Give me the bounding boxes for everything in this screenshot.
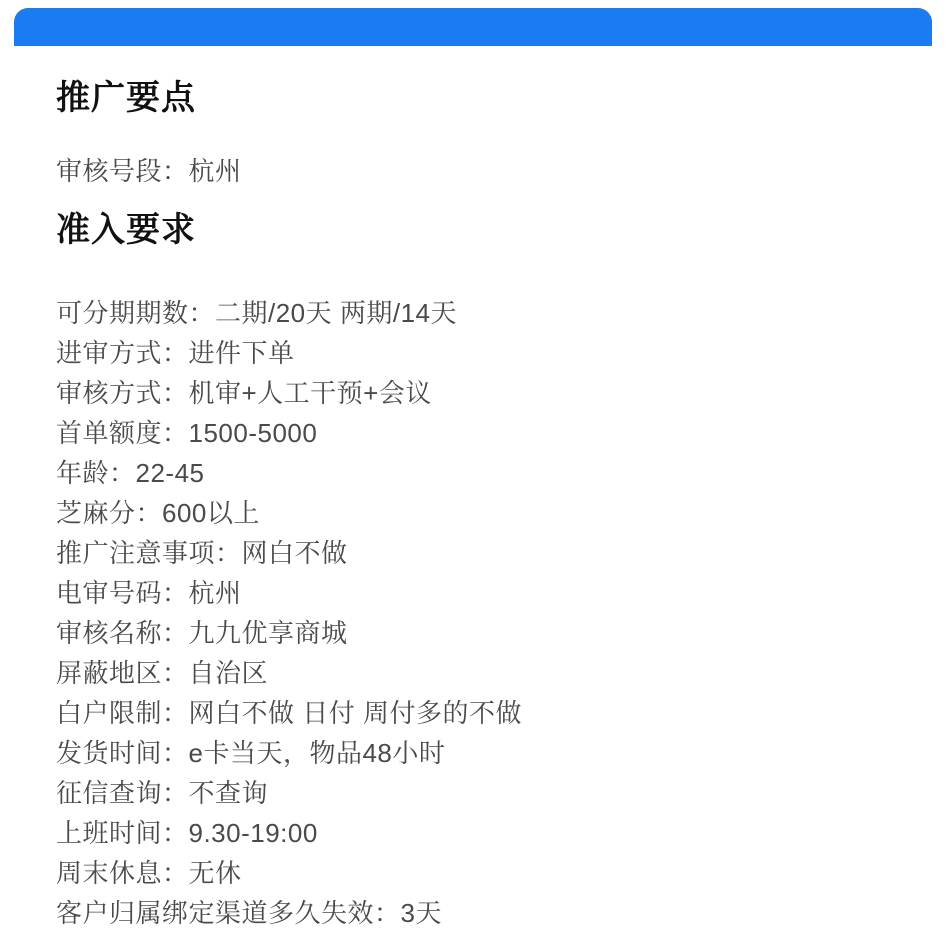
- list-item: 周末休息：无休: [56, 858, 242, 888]
- list-item: 电审号码：杭州: [56, 578, 242, 608]
- list-item: 上班时间：9.30-19:00: [56, 818, 318, 848]
- list-item: 进审方式：进件下单: [56, 338, 295, 368]
- promotion-section-title: 推广要点: [56, 79, 196, 117]
- list-item: 发货时间：e卡当天，物品48小时: [56, 738, 446, 768]
- list-item: 白户限制：网白不做 日付 周付多的不做: [56, 698, 522, 728]
- list-item: 审核名称：九九优享商城: [56, 618, 348, 648]
- list-item: 可分期期数：二期/20天 两期/14天: [56, 298, 458, 328]
- list-item: 年龄：22-45: [56, 458, 205, 488]
- entry-requirements-list: [56, 293, 890, 933]
- list-item: 屏蔽地区：自治区: [56, 658, 269, 688]
- list-item: 首单额度：1500-5000: [56, 418, 318, 448]
- top-banner: [14, 8, 932, 46]
- list-item: 芝麻分：600以上: [56, 498, 260, 528]
- list-item: 推广注意事项：网白不做: [56, 538, 348, 568]
- list-item: 审核方式：机审+人工干预+会议: [56, 378, 432, 408]
- entry-section-title: 准入要求: [56, 211, 196, 249]
- document-content: [0, 46, 946, 933]
- list-item: 客户归属绑定渠道多久失效：3天: [56, 898, 442, 928]
- review-segment-line: 审核号段：杭州: [56, 156, 242, 186]
- list-item: 征信查询：不查询: [56, 778, 269, 808]
